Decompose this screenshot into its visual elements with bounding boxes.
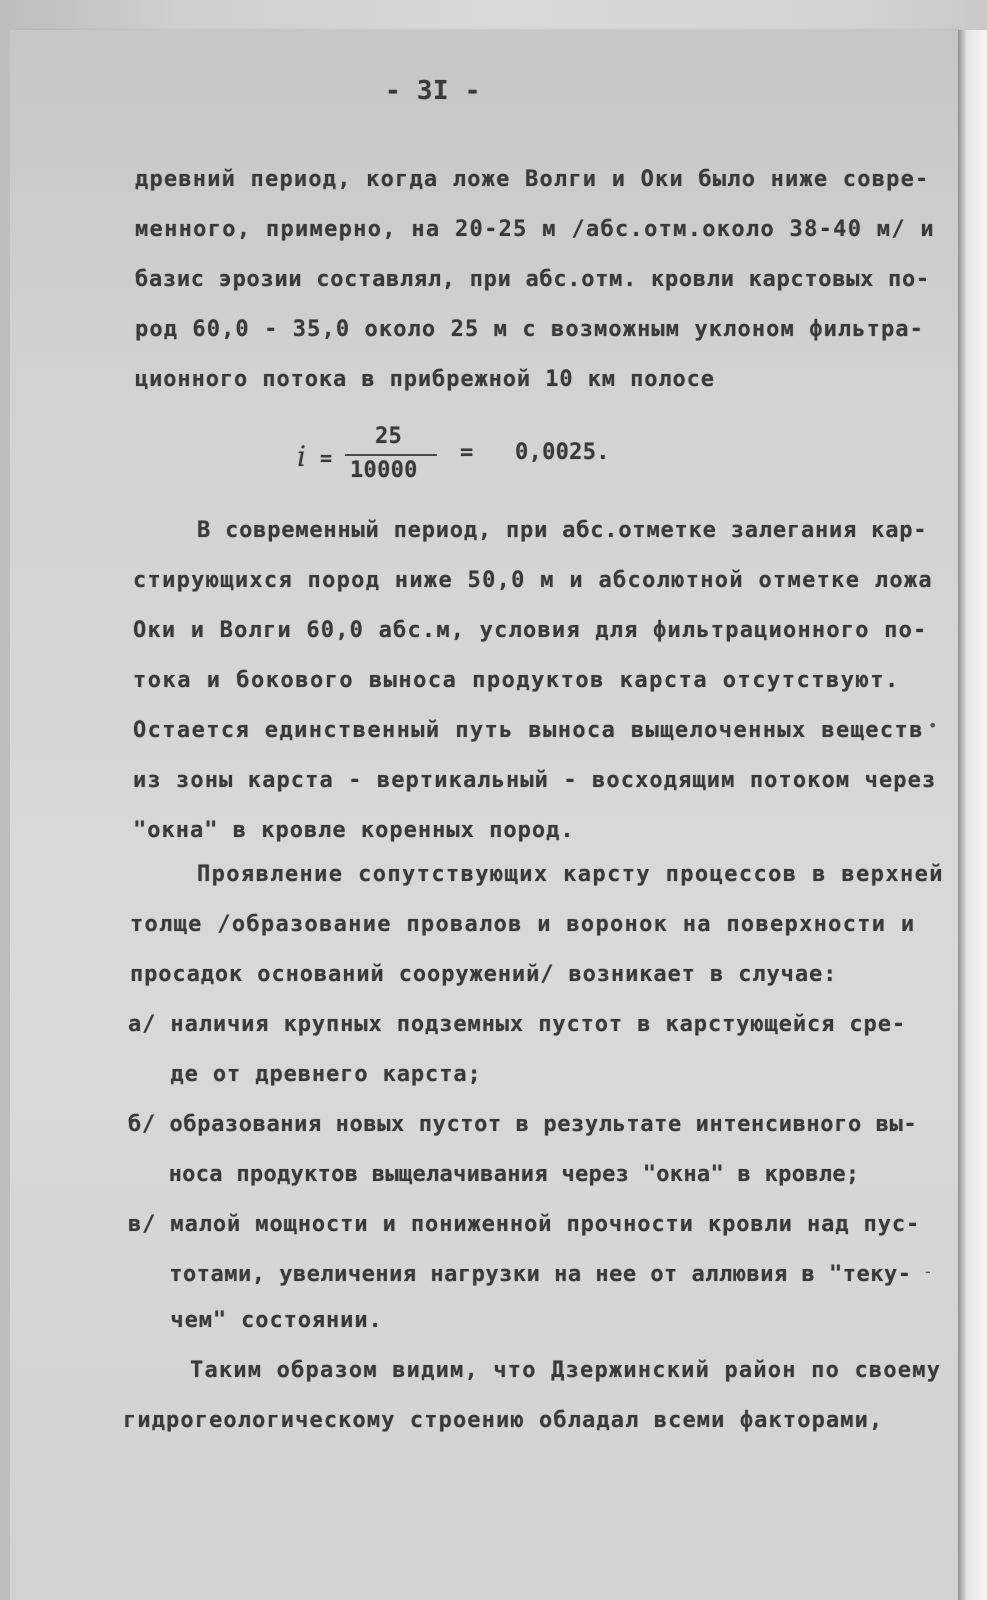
list-item-b-line2: носа продуктов выщелачивания через "окна" в кровле; (128, 1162, 860, 1187)
list-item-b-line1: б/ образования новых пустот в результате интенсивного вы- (128, 1112, 918, 1137)
page-number: - 3I - (385, 76, 481, 106)
paragraph1-line4: род 60,0 - 35,0 около 25 м с возможным уклоном фильтра- (135, 317, 924, 342)
paragraph2-line6: из зоны карста - вертикальный - восходящим потоком через (133, 768, 937, 793)
paragraph4-line1: Таким образом видим, что Дзержинский район по своему (190, 1358, 942, 1383)
formula-numerator: 25 (375, 424, 403, 449)
formula-equals-2: = (460, 440, 474, 465)
list-item-a-line2: де от древнего карста; (128, 1062, 482, 1087)
list-item-c-line3: чем" состоянии. (128, 1308, 383, 1333)
paragraph2-line5: Остается единственный путь выноса выщелоченных веществ (133, 718, 924, 743)
paragraph1-line5: ционного потока в прибрежной 10 км полосе (135, 367, 715, 392)
paragraph4-line2: гидрогеологическому строению обладал всеми факторами, (123, 1408, 884, 1433)
margin-speck: • (928, 716, 938, 735)
paragraph1-line2: менного, примерно, на 20-25 м /абс.отм.около 38-40 м/ и (135, 217, 935, 242)
formula-denominator: 10000 (350, 458, 418, 483)
paragraph2-line4: тока и бокового выноса продуктов карста отсутствуют. (133, 668, 900, 693)
paragraph2-line1: В современный период, при абс.отметке залегания кар- (197, 518, 928, 543)
margin-speck: - (925, 1262, 931, 1281)
paragraph2-line3: Оки и Волги 60,0 абс.м, условия для фильтрационного по- (133, 618, 928, 643)
paragraph3-line2: толще /образование провалов и воронок на поверхности и (130, 912, 916, 937)
list-item-c-line1: в/ малой мощности и пониженной прочности кровли над пус- (128, 1212, 921, 1237)
paragraph1-line1: древний период, когда ложе Волги и Оки было ниже совре- (135, 167, 930, 192)
formula-equals: = (320, 446, 333, 470)
page-edge-shadow (958, 30, 987, 1600)
fraction-bar (345, 454, 437, 456)
paragraph2-line7: "окна" в кровле коренных пород. (133, 818, 575, 843)
list-item-c-line2: тотами, увеличения нагрузки на нее от аллювия в "теку- (128, 1262, 912, 1287)
formula-variable: i (297, 440, 307, 473)
paragraph3-line1: Проявление сопутствующих карсту процессов в верхней (197, 862, 944, 887)
paragraph2-line2: стирующихся пород ниже 50,0 м и абсолютной отметке ложа (133, 568, 933, 593)
formula-result: 0,0025. (515, 440, 610, 465)
paragraph3-line3: просадок оснований сооружений/ возникает в случае: (130, 962, 838, 987)
list-item-a-line1: а/ наличия крупных подземных пустот в карстующейся сре- (128, 1012, 906, 1037)
paragraph1-line3: базис эрозии составлял, при абс.отм. кровли карстовых по- (135, 267, 930, 292)
